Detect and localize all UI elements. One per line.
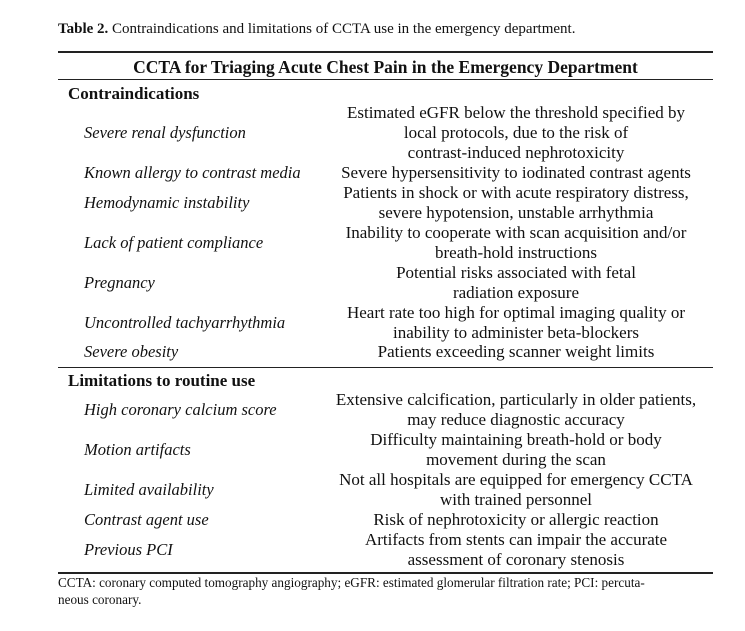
description-line: may reduce diagnostic accuracy [407, 410, 625, 429]
row-description [320, 510, 712, 530]
section-heading-limitations: Limitations to routine use [68, 371, 256, 390]
footnote-line: CCTA: coronary computed tomography angiography; eGFR: estimated glomerular filtration rate; PCI: percuta- [58, 575, 645, 590]
row-term: Lack of patient compliance [84, 233, 264, 252]
table-caption [58, 19, 718, 39]
row-term: Severe renal dysfunction [84, 123, 246, 142]
table-row [58, 263, 713, 303]
description-line: inability to administer beta-blockers [393, 323, 639, 342]
table-row [58, 342, 713, 362]
table-row [58, 430, 713, 470]
table-row [58, 103, 713, 163]
section-heading-contraindications: Contraindications [68, 84, 200, 103]
row-description [320, 223, 712, 263]
table-row [58, 470, 713, 510]
description-line: Severe hypersensitivity to iodinated contrast agents [341, 163, 691, 182]
description-line: Risk of nephrotoxicity or allergic reaction [373, 510, 659, 529]
row-description [320, 470, 712, 510]
description-line: Artifacts from stents can impair the accurate [364, 530, 668, 549]
table-row [58, 183, 713, 223]
description-line: Patients in shock or with acute respiratory distress, [343, 183, 689, 202]
table-title: CCTA for Triaging Acute Chest Pain in the Emergency Department [133, 57, 638, 77]
description-line: Extensive calcification, particularly in older patients, [335, 390, 697, 409]
description-line: Inability to cooperate with scan acquisition and/or [345, 223, 687, 242]
row-term: Limited availability [84, 480, 214, 499]
row-term: Known allergy to contrast media [84, 163, 301, 182]
description-line: contrast-induced nephrotoxicity [407, 143, 625, 162]
table-footnote [58, 574, 718, 608]
table-row [58, 223, 713, 263]
description-line: local protocols, due to the risk of [403, 123, 629, 142]
description-line: Not all hospitals are equipped for emergency CCTA [339, 470, 693, 489]
row-term: Previous PCI [84, 540, 173, 559]
description-line: Estimated eGFR below the threshold specified by [346, 103, 686, 122]
row-term: Pregnancy [84, 273, 155, 292]
section-divider-rule [58, 367, 713, 368]
row-term: Motion artifacts [84, 440, 191, 459]
table-row [58, 303, 713, 343]
footnote-line: neous coronary. [58, 592, 142, 607]
row-description [320, 430, 712, 470]
description-line: Potential risks associated with fetal [396, 263, 636, 282]
description-line: Heart rate too high for optimal imaging quality or [346, 303, 686, 322]
row-description [320, 263, 712, 303]
row-description [320, 342, 712, 362]
row-description [320, 103, 712, 163]
description-line: with trained personnel [439, 490, 592, 509]
row-term: Severe obesity [84, 342, 179, 361]
table-label: Table 2. [58, 21, 109, 37]
row-description [320, 183, 712, 223]
description-line: assessment of coronary stenosis [407, 550, 625, 569]
row-description [320, 530, 712, 570]
table-row [58, 390, 713, 430]
description-line: movement during the scan [426, 450, 606, 469]
row-term: Uncontrolled tachyarrhythmia [84, 313, 286, 332]
caption-text: Contraindications and limitations of CCTA use in the emergency department. [108, 21, 576, 37]
table-row [58, 530, 713, 570]
table-top-rule [58, 51, 713, 53]
description-line: breath-hold instructions [435, 243, 597, 262]
row-term: High coronary calcium score [84, 400, 277, 419]
description-line: Difficulty maintaining breath-hold or body [370, 430, 662, 449]
row-description [320, 390, 712, 430]
description-line: severe hypotension, unstable arrhythmia [378, 203, 654, 222]
description-line: radiation exposure [452, 283, 580, 302]
row-term: Hemodynamic instability [84, 193, 250, 212]
row-description [320, 163, 712, 183]
row-description [320, 303, 712, 343]
header-rule [58, 79, 713, 80]
row-term: Contrast agent use [84, 510, 209, 529]
table-row [58, 510, 713, 530]
description-line: Patients exceeding scanner weight limits [377, 342, 655, 361]
table-row [58, 163, 713, 183]
